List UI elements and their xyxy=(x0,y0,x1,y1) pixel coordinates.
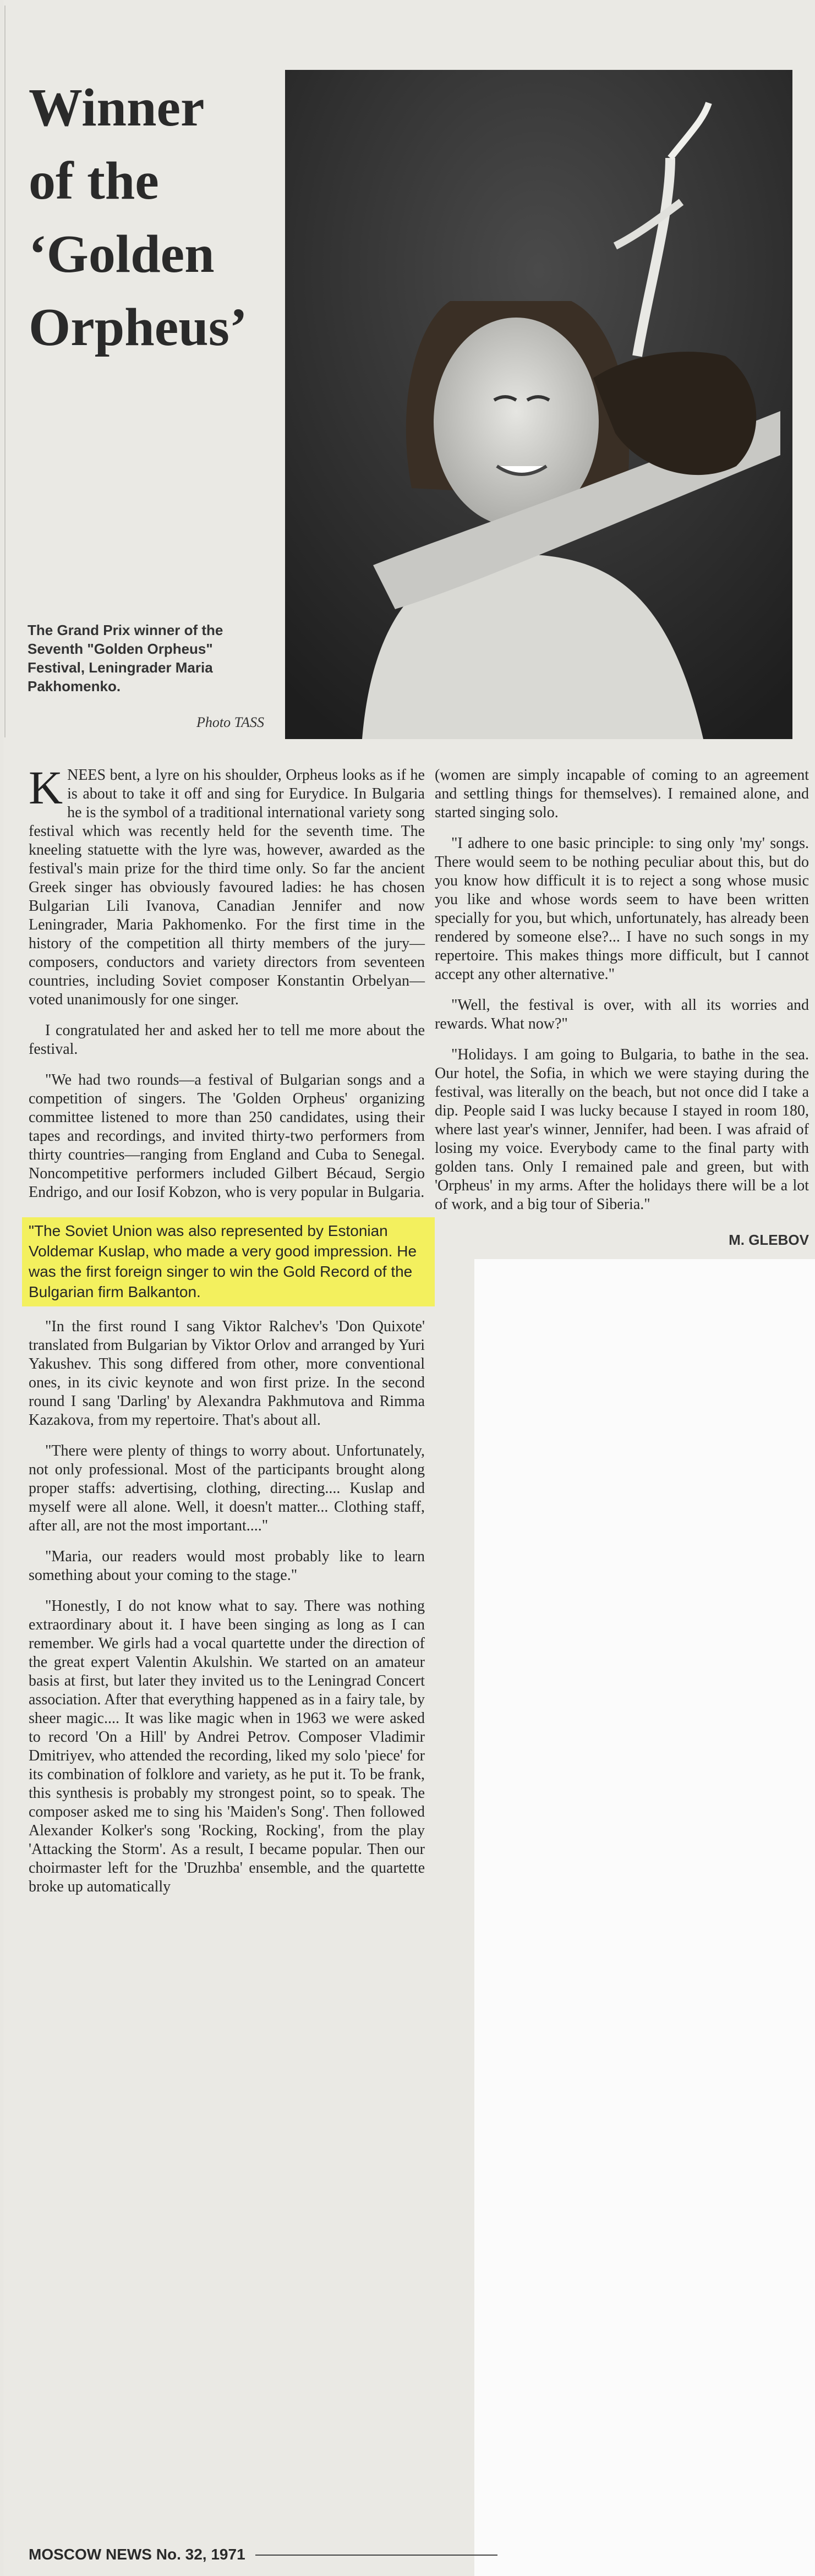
article-column-left-top xyxy=(29,761,425,1214)
drop-cap: K xyxy=(29,761,63,814)
photo-caption: The Grand Prix winner of the Seventh "Golden Orpheus" Festival, Leningrader Maria Pakhomenko. xyxy=(28,622,223,694)
left-margin-rule xyxy=(4,6,6,737)
footer-text: MOSCOW NEWS No. 32, 1971 xyxy=(29,2546,245,2563)
article-column-left-bottom xyxy=(29,1317,425,1908)
highlighted-passage: "The Soviet Union was also represented by Estonian Voldemar Kuslap, who made a very good impression. He was the first foreign singer to win the Gold Record of the Bulgarian firm Balkanton. xyxy=(29,1222,417,1300)
article-paragraph xyxy=(29,761,425,1009)
article-paragraph: "In the first round I sang Viktor Ralchev's 'Don Quixote' translated from Bulgarian by Viktor Orlov and arranged by Yuri Yakushev. This song differed from other, more conventional ones, in its civic keynote and won first prize. In the second round I sang 'Darling' by Alexandra Pakhmutova and Rimma Kazakova, from my repertoire. That's about all. xyxy=(29,1318,425,1429)
footer-rule xyxy=(255,2555,497,2556)
article-paragraph: "Honestly, I do not know what to say. There was nothing extraordinary about it. I have been singing as long as I can remember. We girls had a vocal quartette under the direction of the great expert Valentin Akulshin. We started on an amateur basis at first, but later they invited us to the Leningrad Concert association. After that everything happened as in a fairy tale, by sheer magic.... It was like magic when in 1963 we were asked to record 'On a Hill' by Andrei Petrov. Composer Vladimir Dmitriyev, who attended the recording, liked my solo 'piece' for its combination of folklore and variety, as he put it. To be frank, this synthesis is probably my strongest point, so to speak. The composer asked me to sing his 'Maiden's Song'. Then followed Alexander Kolker's song 'Rocking, Rocking', from the play 'Attacking the Storm'. As a result, I became popular. Then our choirmaster left for the 'Druzhba' ensemble, and the quartette broke up automatically xyxy=(29,1598,425,1895)
headline xyxy=(29,72,271,364)
article-paragraph: (women are simply incapable of coming to an agreement and settling things for themselves). I remained alone, and started singing solo. xyxy=(435,767,809,821)
article-paragraph: "Maria, our readers would most probably like to learn something about your coming to the stage." xyxy=(29,1548,425,1584)
article-paragraph: I congratulated her and asked her to tell me more about the festival. xyxy=(29,1022,425,1058)
headline-line-2: of the xyxy=(29,151,159,211)
headline-line-3: ‘Golden xyxy=(29,225,215,284)
paragraph-text: NEES bent, a lyre on his shoulder, Orpheus looks as if he is about to take it off and sing for Eurydice. In Bulgaria he is the symbol of a traditional international variety song festival which was recently held for the seventh time. The kneeling statuette with the lyre was, however, awarded as the festival's main prize for the third time only. So far the ancient Greek singer has obviously favoured ladies: he has chosen Bulgarian Lili Ivanova, Canadian Jennifer and now Leningrader, Maria Pakhomenko. For the first time in the history of the competition all thirty members of the jury—composers, conductors and variety directors from seventeen countries, including Soviet composer Konstantin Orbelyan—voted unanimously for one singer. xyxy=(29,767,425,1008)
blank-paper-area xyxy=(474,1259,815,2576)
headline-line-1: Winner xyxy=(29,78,205,138)
author-signature: M. GLEBOV xyxy=(729,1232,809,1248)
article-paragraph: "I adhere to one basic principle: to sing only 'my' songs. There would seem to be nothing peculiar about this, but do you know how difficult it is to reject a song whose music you like and whose words seem to have been written specially for you, but which, unfortunately, has already been rendered by someone else?... I have no such songs in my repertoire. This makes things more difficult, but I cannot accept any other alternative." xyxy=(435,835,809,983)
article-paragraph: "There were plenty of things to worry about. Unfortunately, not only professional. Most of the participants brought along proper staffs: advertising, clothing, directing.... Kuslap and myself were all alone. Well, it doesn't matter... Clothing staff, after all, are not the most important...." xyxy=(29,1442,425,1534)
article-paragraph: "Holidays. I am going to Bulgaria, to bathe in the sea. Our hotel, the Sofia, in which we were staying during the festival, was literally on the beach, but not once did I take a dip. People said I was lucky because I stayed in room 180, where last year's winner, Jennifer, had been. I was afraid of losing my voice. Everybody came to the final party with golden tans. Only I remained pale and green, but with 'Orpheus' in my arms. After the holidays there will be a lot of work, and a big tour of Siberia." xyxy=(435,1046,809,1213)
publication-footer xyxy=(29,2546,469,2568)
singer-photo xyxy=(285,70,792,739)
photo-credit: Photo TASS xyxy=(196,714,264,730)
article-paragraph: "Well, the festival is over, with all its worries and rewards. What now?" xyxy=(435,997,809,1032)
article-paragraph: "We had two rounds—a festival of Bulgarian songs and a competition of singers. The 'Golden Orpheus' organizing committee listened to more than 250 candidates, using their tapes and recordings, and invited thirty-two performers from thirty countries—ranging from England and Cuba to Senegal. Noncompetitive performers included Gilbert Bécaud, Sergio Endrigo, and our Iosif Kobzon, who is very popular in Bulgaria. xyxy=(29,1071,425,1201)
article-column-right xyxy=(435,766,809,1226)
headline-line-4: Orpheus’ xyxy=(29,298,248,357)
